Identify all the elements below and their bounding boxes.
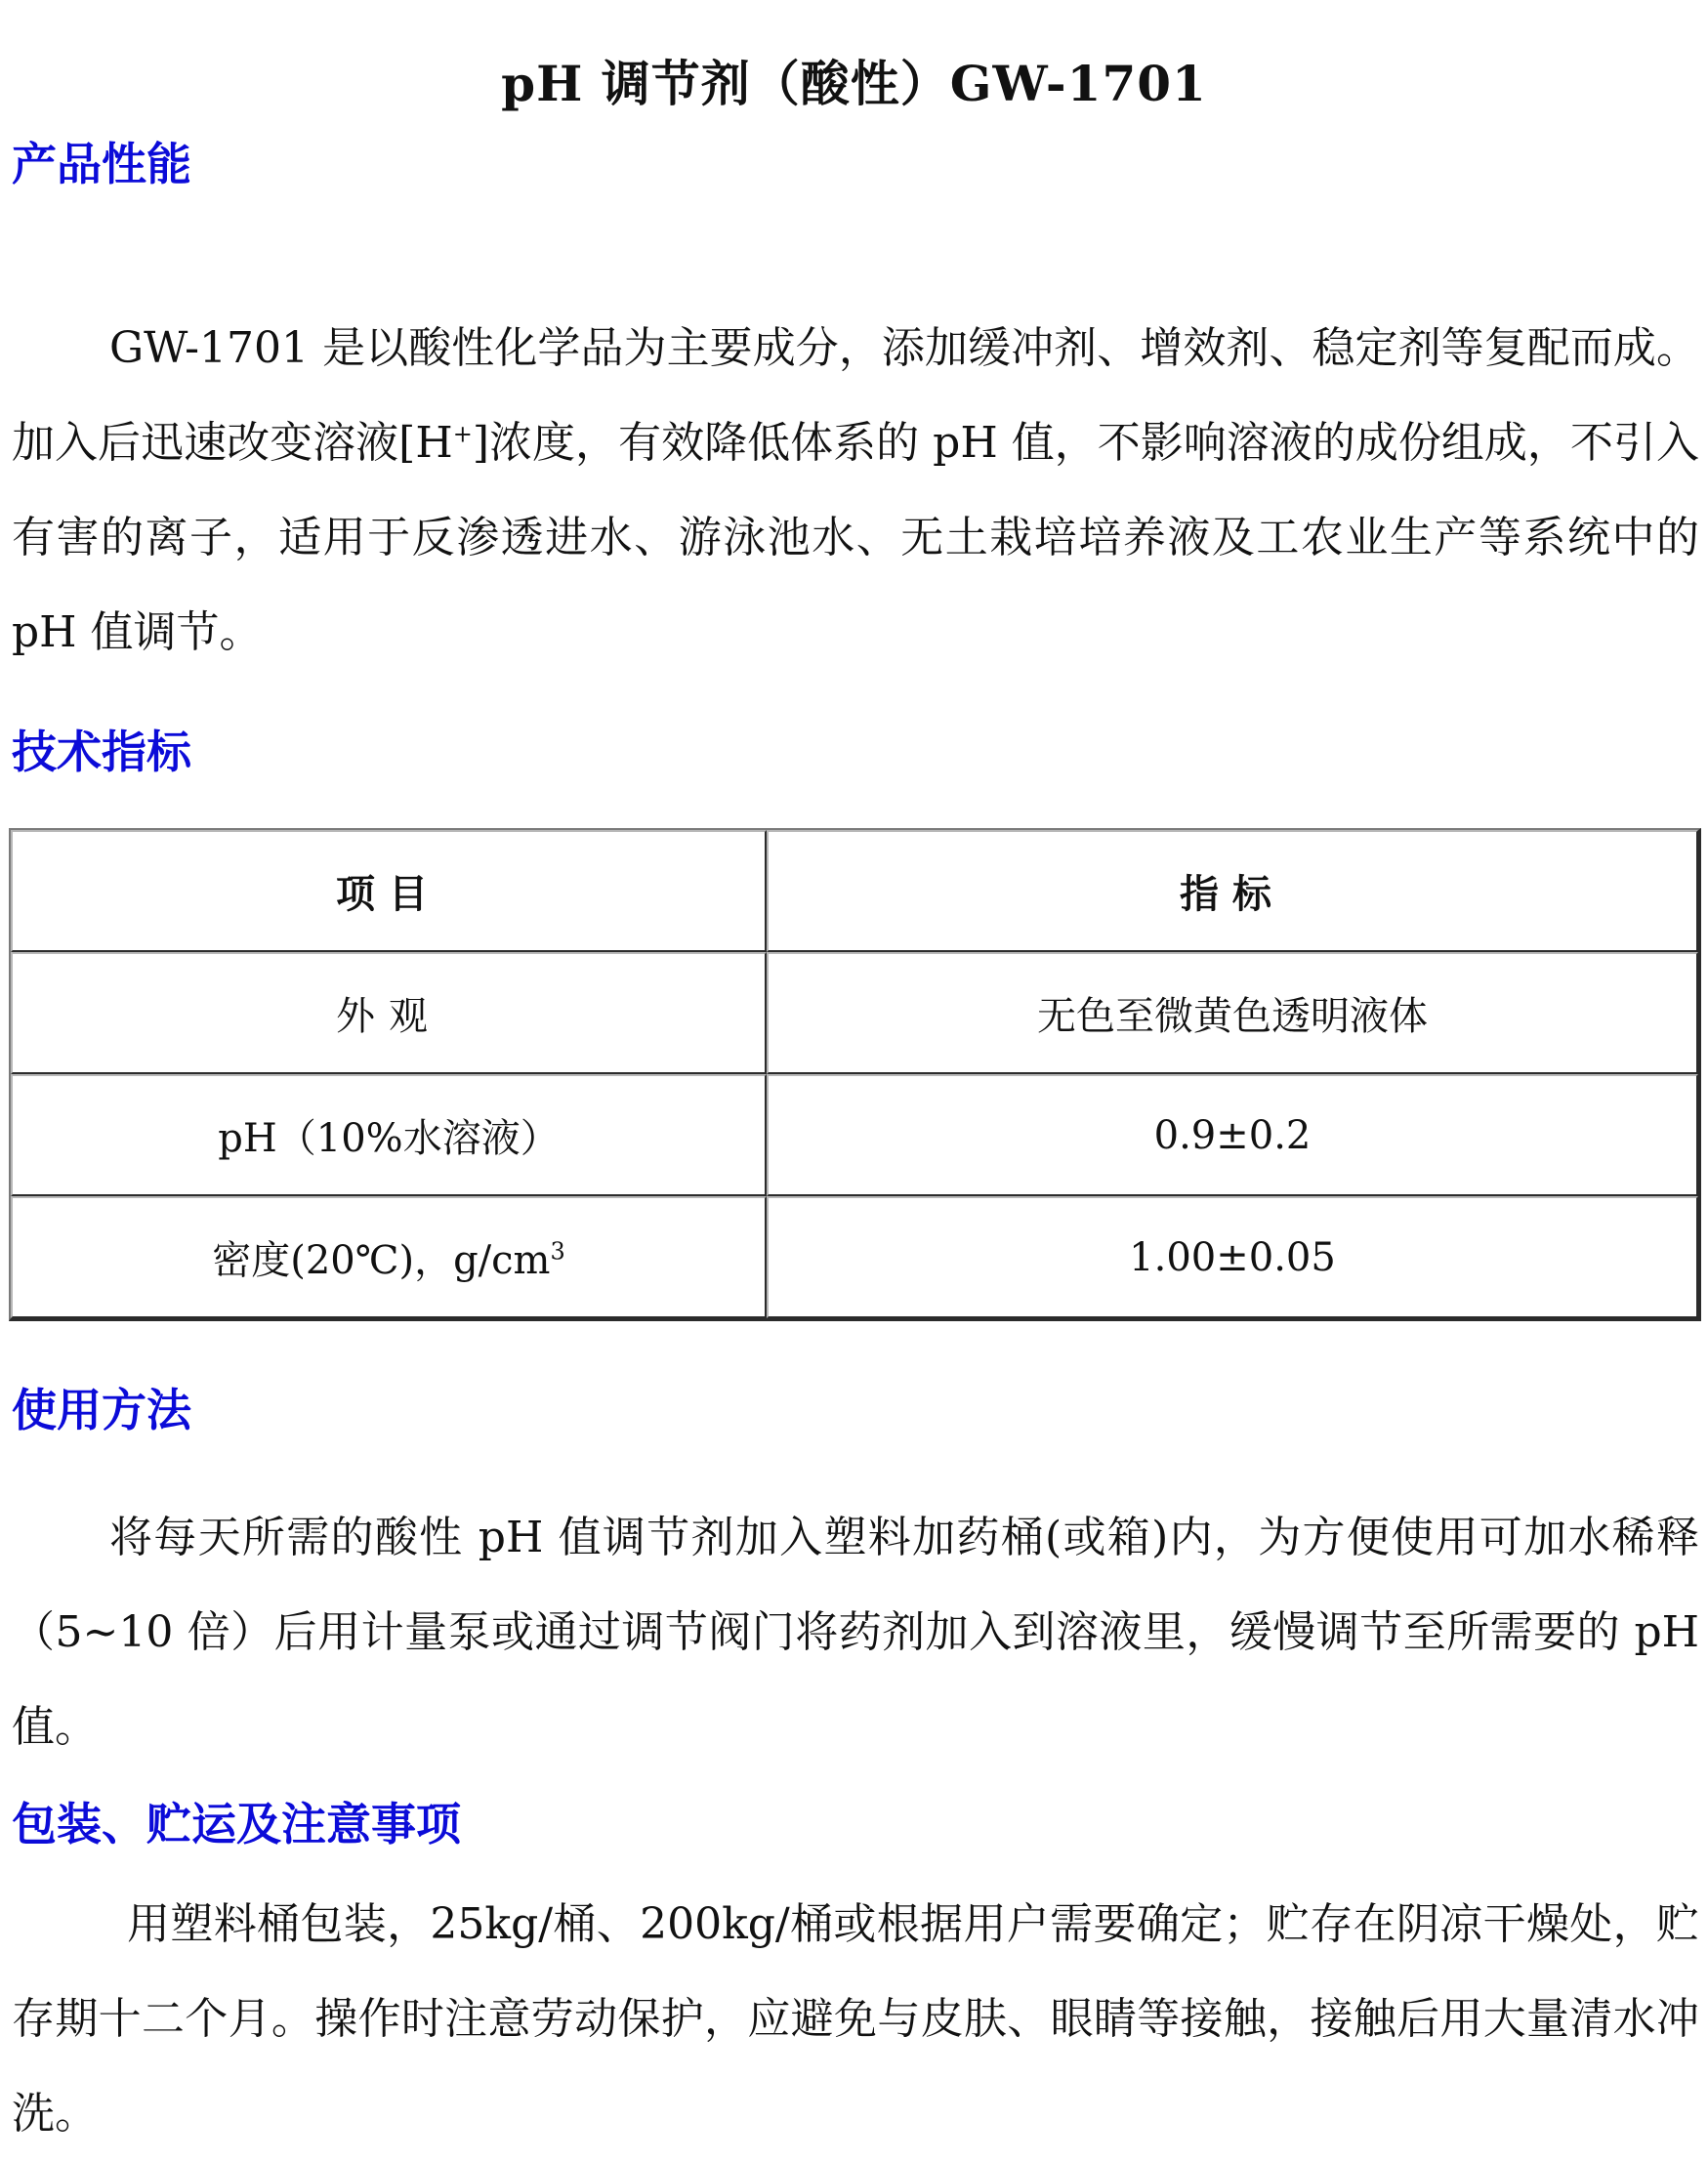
performance-text-part2: ]浓度，有效降低体系的 pH 值，不影响溶液的成份组成，不引入有害的离子，适用于反渗透进水、游泳池水、无土栽培培养液及工农业生产等系统中的 pH 值调节。	[12, 418, 1699, 657]
spec-value-cell: 0.9±0.2	[767, 1074, 1698, 1196]
performance-heading: 产品性能	[12, 138, 191, 190]
table-row	[11, 952, 1698, 1074]
spec-value-cell: 1.00±0.05	[767, 1196, 1698, 1318]
table-row	[11, 1196, 1698, 1318]
spec-item-cell	[11, 1196, 767, 1318]
spec-item-cell: 外观	[11, 952, 767, 1074]
spec-table-header-item: 项目	[11, 830, 767, 952]
specs-heading: 技术指标	[12, 726, 191, 778]
table-row	[11, 1074, 1698, 1196]
performance-superscript: +	[452, 420, 473, 448]
spec-table-header-value: 指标	[767, 830, 1698, 952]
spec-item-text: 密度(20℃)，g/cm	[212, 1238, 551, 1283]
packaging-paragraph: 用塑料桶包装，25kg/桶、200kg/桶或根据用户需要确定；贮存在阴凉干燥处，贮存期十二个月。操作时注意劳动保护，应避免与皮肤、眼睛等接触，接触后用大量清水冲洗。	[12, 1899, 1699, 2139]
spec-table	[9, 828, 1701, 1321]
usage-heading: 使用方法	[12, 1384, 191, 1436]
usage-paragraph: 将每天所需的酸性 pH 值调节剂加入塑料加药桶(或箱)内，为方便使用可加水稀释（5~10 倍）后用计量泵或通过调节阀门将药剂加入到溶液里，缓慢调节至所需要的 pH 值。	[12, 1513, 1699, 1752]
performance-text-part1: GW-1701 是以酸性化学品为主要成分，添加缓冲剂、增效剂、稳定剂等复配而成。加入后迅速改变溶液[H	[12, 323, 1699, 468]
spec-item-cell: pH（10%水溶液）	[11, 1074, 767, 1196]
document-title: pH 调节剂（酸性）GW-1701	[501, 54, 1207, 112]
spec-table-header-row	[11, 830, 1698, 952]
spec-item-superscript: 3	[550, 1237, 565, 1266]
packaging-heading: 包装、贮运及注意事项	[12, 1798, 461, 1850]
performance-paragraph	[12, 301, 1699, 680]
spec-value-cell: 无色至微黄色透明液体	[767, 952, 1698, 1074]
